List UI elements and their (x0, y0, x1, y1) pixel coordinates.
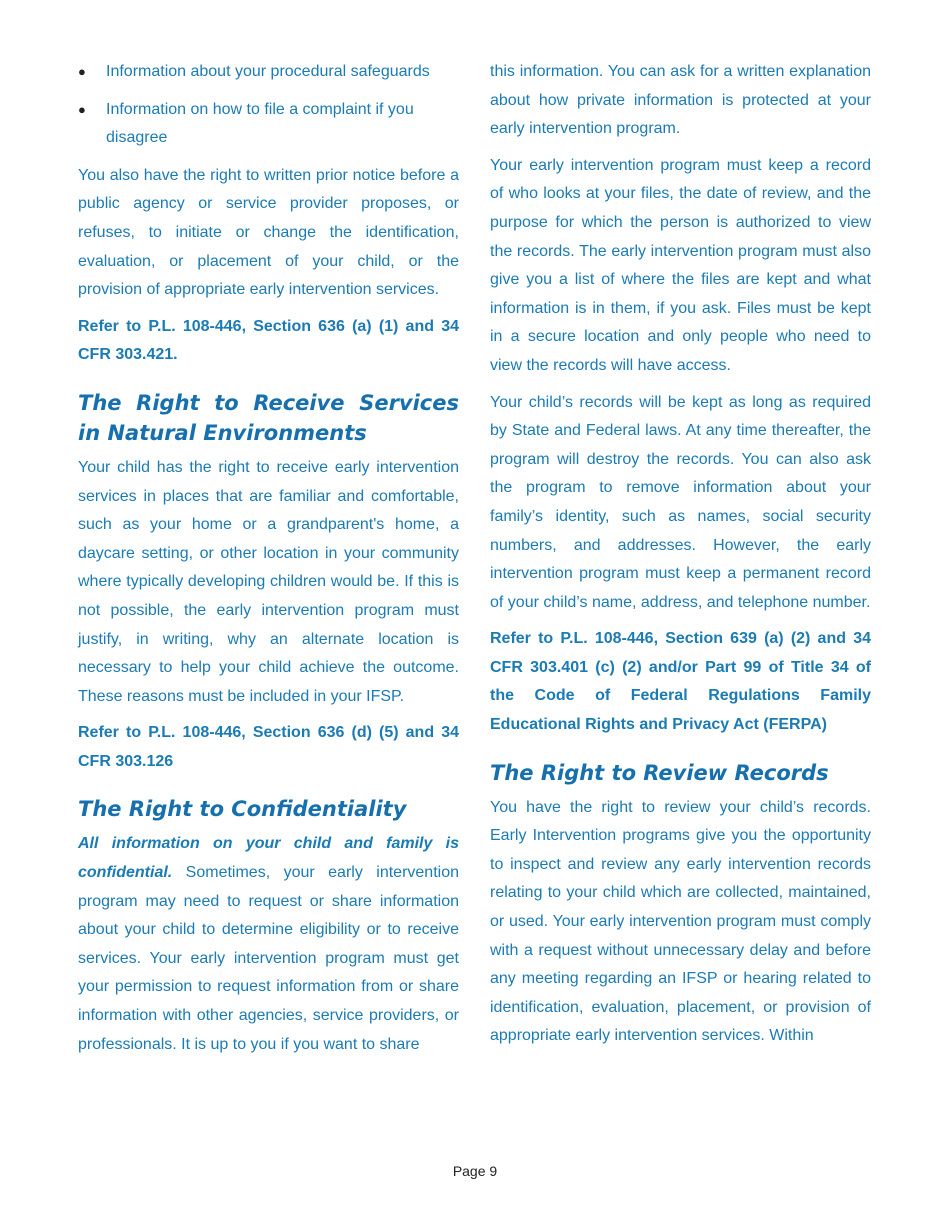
section-heading-review-records: The Right to Review Records (490, 760, 829, 785)
reference-citation: Refer to P.L. 108-446, Section 639 (a) (2) and 34 CFR 303.401 (c) (2) and/or Part 99 of Title 34 of the Code of Federal Regulations Family Educational Rights and Privacy Act (FERPA) (490, 630, 871, 734)
right-column (490, 58, 871, 1059)
prior-notice-paragraph: You also have the right to written prior notice before a public agency or service provider proposes, or refuses, to initiate or change the identification, evaluation, or placement of your child, or the provision of appropriate early intervention services. (78, 166, 459, 299)
list-item: ● Information about your procedural safeguards (78, 58, 459, 87)
continued-paragraph: this information. You can ask for a written explanation about how private information is protected at your early intervention program. (490, 63, 871, 138)
reference-citation: Refer to P.L. 108-446, Section 636 (a) (1) and 34 CFR 303.421. (78, 317, 459, 364)
record-retention-paragraph: Your child’s records will be kept as long as required by State and Federal laws. At any time thereafter, the program will destroy the records. You can also ask the program to remove information about your family’s identity, such as names, social security numbers, and addresses. However, the early intervention program must keep a permanent record of your child’s name, address, and telephone number. (490, 393, 871, 611)
reference-citation: Refer to P.L. 108-446, Section 636 (d) (5) and 34 CFR 303.126 (78, 724, 459, 770)
confidentiality-body: Sometimes, your early intervention program may need to request or share information about your child to determine eligibility or to receive services. Your early intervention program must get your permission to request information from or share information with other agencies, service providers, or professionals. It is up to you if you want to share (78, 864, 459, 1053)
page-number: Page 9 (452, 1163, 498, 1179)
left-column (78, 58, 459, 1067)
record-access-paragraph: Your early intervention program must keep a record of who looks at your files, the date of review, and the purpose for which the person is authorized to view the records. The early intervention program must also give you a list of where the files are kept and what information is in them, if you ask. Files must be kept in a secure location and only people who need to view the records will have access. (490, 156, 871, 374)
safeguards-list (78, 58, 459, 153)
confidentiality-paragraph (78, 830, 459, 1059)
bullet-icon: ● (78, 64, 86, 79)
section-heading-natural-environments: The Right to Receive Services in Natural Environments (78, 390, 459, 445)
natural-environments-paragraph: Your child has the right to receive early intervention services in places that are familiar and comfortable, such as your home or a grandparent's home, a daycare setting, or other location in your community where typically developing children would be. If this is not possible, the early intervention program must justify, in writing, why an alternate location is necessary to help your child achieve the outcome. These reasons must be included in your IFSP. (78, 458, 459, 705)
bullet-icon: ● (78, 101, 86, 117)
review-records-paragraph: You have the right to review your child’s records. Early Intervention programs give you the opportunity to inspect and review any early intervention records relating to your child which are collected, maintained, or used. Your early intervention program must comply with a request without unnecessary delay and before any meeting regarding an IFSP or hearing related to identification, evaluation, placement, or provision of appropriate early intervention services. Within (490, 798, 871, 1045)
section-heading-confidentiality: The Right to Confidentiality (78, 797, 407, 822)
confidentiality-lead: All information on your child and family is confidential. (78, 835, 459, 882)
list-item: ● Information on how to file a complaint if you disagree (78, 96, 459, 153)
